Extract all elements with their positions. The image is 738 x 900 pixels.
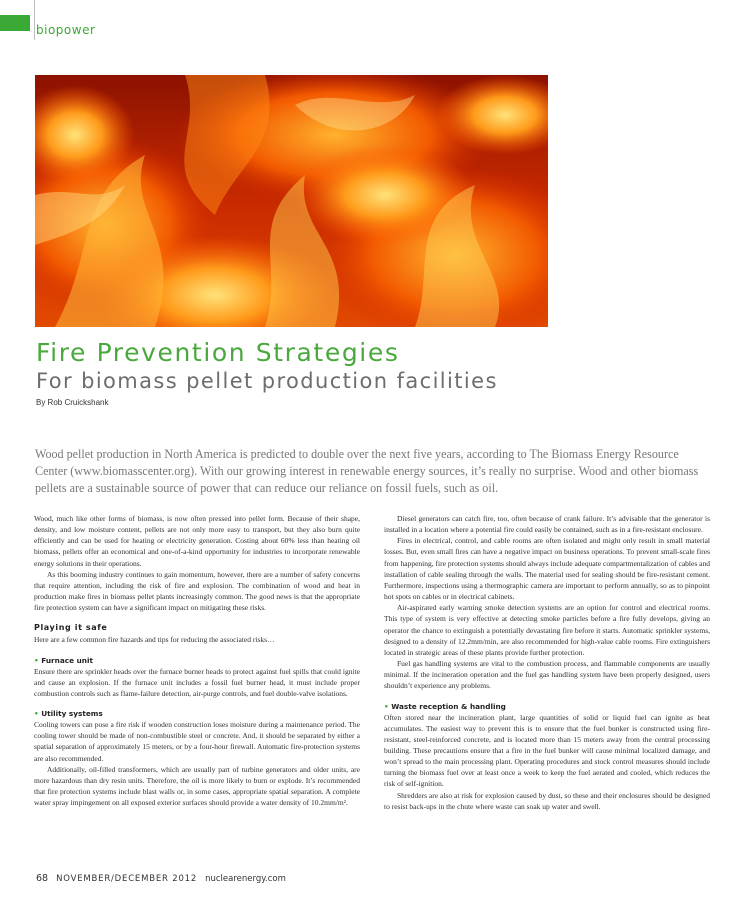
subhead-label: Waste reception & handling xyxy=(391,701,506,711)
body-paragraph: Diesel generators can catch fire, too, often because of crank failure. It’s advisable that the generator is installed in a location where a potential fire could easily be contained, such as in a fire-resistant enclosure. xyxy=(384,514,710,535)
byline: By Rob Cruickshank xyxy=(36,398,109,407)
body-paragraph: As this booming industry continues to gain momentum, however, there are a number of safety concerns that require attention, including the risk of fire and explosion. The combination of wood and heat in production make fires in biomass pellet plants increasingly common. The good news is that the appropriate fire protection system can have a significant impact on mitigating these risks. xyxy=(34,569,360,613)
page-footer xyxy=(36,874,286,884)
article-subtitle: For biomass pellet production facilities xyxy=(36,369,498,393)
body-paragraph: Additionally, oil-filled transformers, which are usually part of turbine generators and older units, are more hazardous than dry resin units. Therefore, the oil is more likely to burn or explode. It’s recommended that fire protection systems include blast walls or, in some cases, appropriate spatial separation. A complete water spray impingement on all exposed exterior surfaces should provide a water density of 10.2mm/m². xyxy=(34,764,360,808)
section-label: biopower xyxy=(36,23,96,37)
section-tab-marker xyxy=(0,15,30,31)
bullet-icon: • xyxy=(34,709,39,719)
body-paragraph: Fuel gas handling systems are vital to the combustion process, and flammable components are usually minimal. If the incineration operation and the fuel gas handling system have been properly designed, users shouldn’t experience any problems. xyxy=(384,659,710,691)
subhead-utility-systems xyxy=(34,709,360,719)
subhead-playing-it-safe: Playing it safe xyxy=(34,623,108,633)
body-paragraph: Wood, much like other forms of biomass, is now often pressed into pellet form. Because of their shape, density, and low moisture content, pellets are not only more easy to transport, but they also burn quite efficiently and can be used for heating or electricity generation. Costing about 60% less than heating oil biomass, pellets offer an economical and one-of-a-kind opportunity for industries to incorporate renewable energy solutions in their operations. xyxy=(34,514,360,568)
fire-image xyxy=(35,75,548,327)
body-paragraph: Air-aspirated early warning smoke detection systems are an option for control and electrical rooms. This type of system is very effective at detecting smoke particles before a fire fully develops, giving an operator the chance to extinguish a potentially devastating fire before it starts. Automatic sprinkler systems, designed to a density of 12.2mm/min, are also recommended for high-value cable rooms. Fire extinguishers located in strategic areas of these plants provide further protection. xyxy=(384,603,710,657)
right-column xyxy=(384,513,710,812)
header-divider xyxy=(34,0,35,40)
body-paragraph: Cooling towers can pose a fire risk if wooden construction loses moisture during a maintenance period. The cooling tower should be made of non-combustible steel or concrete. And, it should be separated by either a spatial separation of approximately 15 meters, or by a four-hour firewall. Automatic fire-protection systems are also recommended. xyxy=(34,720,360,763)
subhead-label: Utility systems xyxy=(41,709,103,719)
body-paragraph: Fires in electrical, control, and cable rooms are often isolated and might only result in small material losses. But, even small fires can have a negative impact on business operations. To prevent small-scale fires from happening, fire protection systems should always include adequate compartmentalization of cables and installation of cable sealing through the walls. The material used for sealing should be fire-resistant cement. Furthermore, inspections using a thermographic camera are important to perform annually, so as to pinpoint hot spots on cables or in electrical cabinets. xyxy=(384,536,710,602)
body-paragraph: Here are a few common fire hazards and tips for reducing the associated risks… xyxy=(34,635,275,645)
article-title: Fire Prevention Strategies xyxy=(36,338,400,367)
body-paragraph: Shredders are also at risk for explosion caused by dust, so these and their enclosures should be designed to resist back-ups in the chute where waste can soak up water and swell. xyxy=(384,790,710,811)
body-paragraph: Ensure there are sprinkler heads over the furnace burner heads to protect against fuel spills that could ignite and cause an explosion. If the furnace unit includes a fossil fuel burner head, it must include proper combustion controls such as flame-failure detection, air-purge controls, and fuel double-valve isolations. xyxy=(34,666,360,698)
fire-hero-image xyxy=(35,75,548,327)
bullet-icon: • xyxy=(34,655,39,665)
issue-date: NOVEMBER/DECEMBER 2012 xyxy=(56,874,198,884)
subhead-waste-reception xyxy=(384,702,710,712)
lede-paragraph: Wood pellet production in North America is predicted to double over the next five years, according to The Biomass Energy Resource Center (www.biomasscenter.org). With our growing interest in renewable energy sources, it’s really no surprise. Wood and other biomass pellets are a sustainable source of power that can reduce our reliance on fossil fuels, such as oil. xyxy=(35,447,699,495)
subhead-furnace-unit xyxy=(34,656,360,666)
page-number: 68 xyxy=(36,873,49,884)
site-link[interactable]: nuclearenergy.com xyxy=(205,874,286,884)
body-paragraph: Often stored near the incineration plant, large quantities of solid or liquid fuel can ignite as heat accumulates. The easiest way to prevent this is to ensure that the fuel bunker is constructed using fire-resistant, steel-reinforced concrete, and is located more than 15 meters away from the central processing building. These precautions ensure that a fire in the fuel bunker will cause minimal localized damage, and won’t spread to the main processing plant. Operating procedures and stock control measures should include turning the biomass fuel over at least once a week to keep the fuel aerated and cooled, which reduces the risk of self-ignition. xyxy=(384,712,710,789)
subhead-label: Furnace unit xyxy=(41,655,93,665)
left-column xyxy=(34,513,360,808)
bullet-icon: • xyxy=(384,701,389,711)
